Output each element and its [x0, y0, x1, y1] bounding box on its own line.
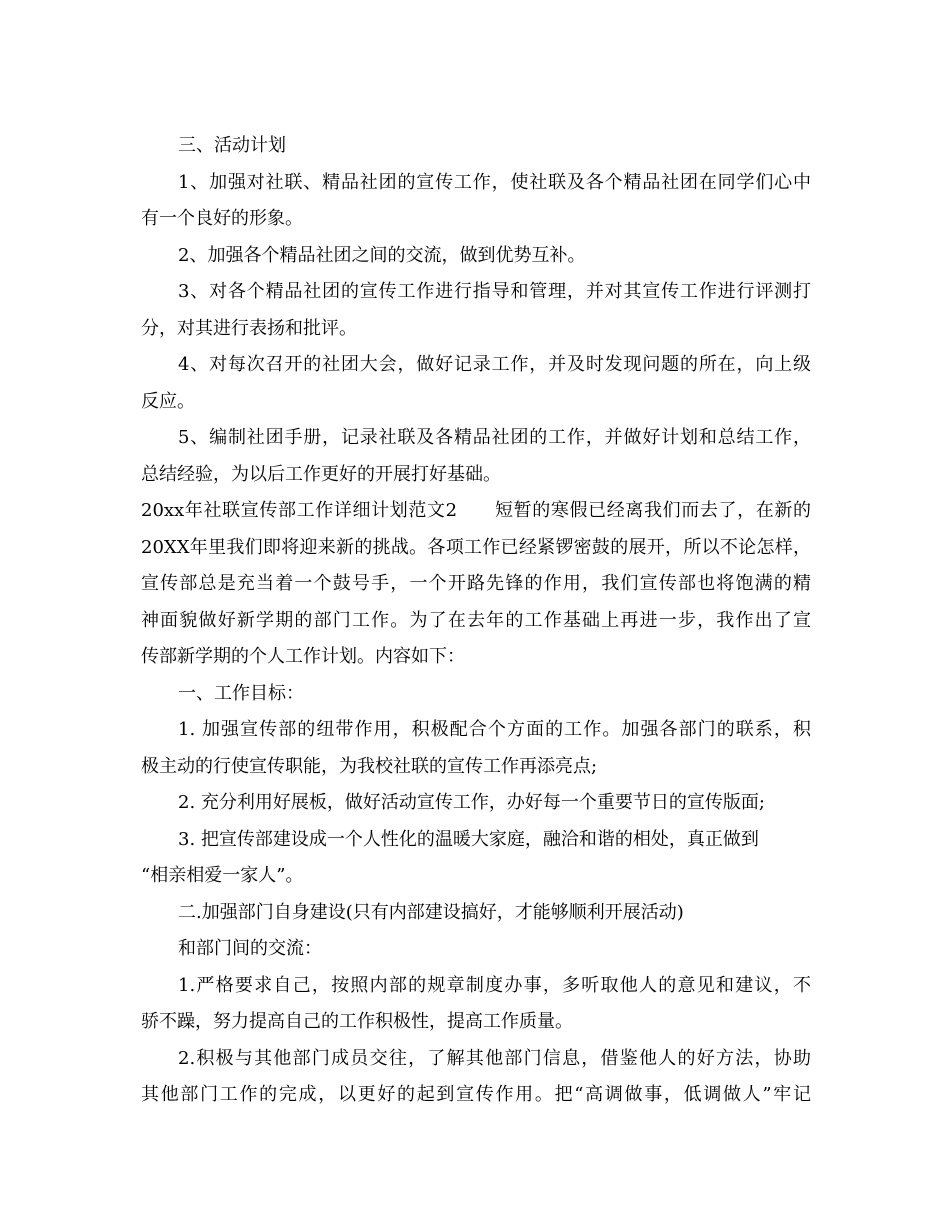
text-line: 1. 加强宣传部的纽带作用，积极配合个方面的工作。加强各部门的联系，积 — [178, 719, 811, 740]
text-line: 2. 充分利用好展板，做好活动宣传工作，办好每一个重要节日的宣传版面; — [178, 792, 765, 813]
text-line: 有一个良好的形象。 — [141, 208, 303, 229]
text-line: 二.加强部门自身建设(只有内部建设搞好，才能够顺利开展活动) — [178, 901, 684, 923]
text-line: 20XX年里我们即将迎来新的挑战。各项工作已经紧锣密鼓的展开，所以不论怎样， — [141, 536, 811, 558]
text-line: 反应。 — [141, 390, 195, 412]
text-line: 骄不躁，努力提高自己的工作积极性，提高工作质量。 — [141, 1011, 573, 1032]
text-line: 总结经验，为以后工作更好的开展打好基础。 — [141, 463, 501, 485]
text-line: 神面貌做好新学期的部门工作。为了在去年的工作基础上再进一步，我作出了宣 — [141, 609, 811, 631]
text-line: 4、对每次召开的社团大会，做好记录工作，并及时发现问题的所在，向上级 — [178, 354, 811, 375]
text-line: 1.严格要求自己，按照内部的规章制度办事，多听取他人的意见和建议，不 — [178, 974, 811, 996]
text-line: 1、加强对社联、精品社团的宣传工作，使社联及各个精品社团在同学们心中 — [178, 171, 811, 193]
text-line: 其他部门工作的完成，以更好的起到宣传作用。把“高调做事，低调做人”牢记 — [141, 1084, 811, 1105]
text-line: 一、工作目标： — [178, 682, 304, 704]
text-line: 3. 把宣传部建设成一个人性化的温暖大家庭，融洽和谐的相处，真正做到 — [178, 828, 759, 850]
text-line: “相亲相爱一家人”。 — [141, 865, 304, 886]
text-line: 三、活动计划 — [178, 135, 286, 156]
text-line: 分，对其进行表扬和批评。 — [141, 317, 357, 339]
text-line: 2、加强各个精品社团之间的交流，做到优势互补。 — [178, 244, 586, 266]
text-line: 20xx年社联宣传部工作详细计划范文2 短暂的寒假已经离我们而去了，在新的 — [141, 500, 811, 521]
text-line: 3、对各个精品社团的宣传工作进行指导和管理，并对其宣传工作进行评测打 — [178, 281, 811, 302]
text-line: 极主动的行使宣传职能，为我校社联的宣传工作再添亮点; — [141, 755, 598, 777]
text-line: 传部新学期的个人工作计划。内容如下： — [141, 646, 465, 667]
document-body — [141, 128, 811, 1114]
text-line: 和部门间的交流： — [178, 938, 322, 959]
text-line: 宣传部总是充当着一个鼓号手，一个开路先锋的作用，我们宣传部也将饱满的精 — [141, 573, 811, 594]
text-line: 5、编制社团手册，记录社联及各精品社团的工作，并做好计划和总结工作， — [178, 427, 811, 448]
text-line: 2.积极与其他部门成员交往，了解其他部门信息，借鉴他人的好方法，协助 — [178, 1047, 811, 1069]
